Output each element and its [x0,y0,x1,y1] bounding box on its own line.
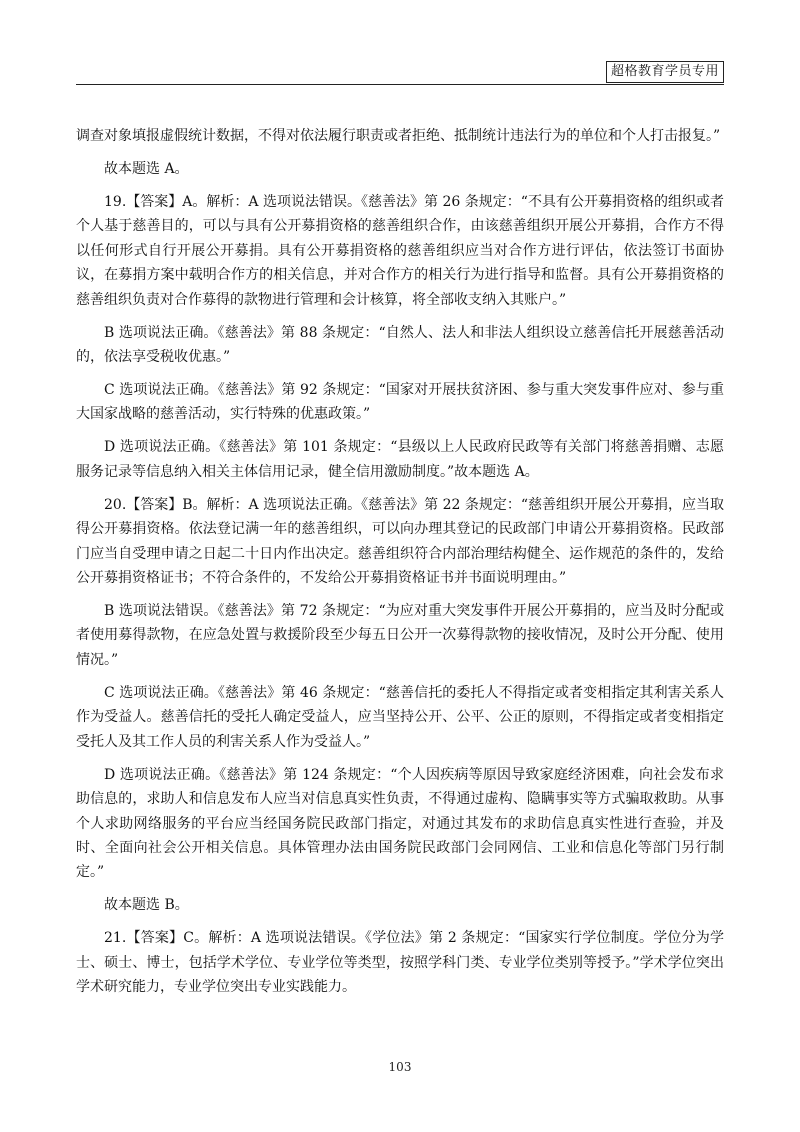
paragraph-19-option-c: C 选项说法正确。《慈善法》第 92 条规定：“国家对开展扶贫济困、参与重大突发事件应对、参与重大国家战略的慈善活动，实行特殊的优惠政策。” [76,382,724,423]
paragraph-conclusion-18: 故本题选 A。 [104,161,189,177]
header-badge: 超格教育学员专用 [606,61,724,83]
header-divider [76,84,724,85]
page-number: 103 [388,1060,412,1074]
paragraph-20-option-c: C 选项说法正确。《慈善法》第 46 条规定：“慈善信托的委托人不得指定或者变相指定其利害关系人作为受益人。慈善信托的受托人确定受益人，应当坚持公开、公平、公正的原则，不得指定或者变相指定受托人及其工作人员的利害关系人作为受益人。” [76,684,724,750]
paragraph-19-option-b: B 选项说法正确。《慈善法》第 88 条规定：“自然人、法人和非法人组织设立慈善信托开展慈善活动的，依法享受税收优惠。” [76,324,724,366]
paragraph-19-option-d: D 选项说法正确。《慈善法》第 101 条规定：“县级以上人民政府民政等有关部门将慈善捐赠、志愿服务记录等信息纳入相关主体信用记录，健全信用激励制度。”故本题选 A。 [76,439,724,480]
paragraph-answer-20: 20.【答案】B。解析：A 选项说法正确。《慈善法》第 22 条规定：“慈善组织开展公开募捐，应当取得公开募捐资格。依法登记满一年的慈善组织，可以向办理其登记的民政部门申请公开募捐资格。民政部门应当自受理申请之日起二十日内作出决定。慈善组织符合内部治理结构健全、运作规范的条件的，发给公开募捐资格证书；不符合条件的，不发给公开募捐资格证书并书面说明理由。” [76,496,724,587]
paragraph-continuation: 调查对象填报虚假统计数据，不得对依法履行职责或者拒绝、抵制统计违法行为的单位和个人打击报复。” [76,128,721,144]
paragraph-answer-19: 19.【答案】A。解析：A 选项说法错误。《慈善法》第 26 条规定：“不具有公开募捐资格的组织或者个人基于慈善目的，可以与具有公开募捐资格的慈善组织合作，由该慈善组织开展公开募捐，合作方不得以任何形式自行开展公开募捐。具有公开募捐资格的慈善组织应当对合作方进行评估，依法签订书面协议，在募捐方案中载明合作方的相关信息，并对合作方的相关行为进行指导和监督。具有公开募捐资格的慈善组织负责对合作募得的款物进行管理和会计核算，将全部收支纳入其账户。” [76,194,724,308]
paragraph-20-option-b: B 选项说法错误。《慈善法》第 72 条规定：“为应对重大突发事件开展公开募捐的，应当及时分配或者使用募得款物，在应急处置与救援阶段至少每五日公开一次募得款物的接收情况，及时公开分配、使用情况。” [76,603,724,668]
paragraph-conclusion-20: 故本题选 B。 [104,897,189,914]
paragraph-answer-21: 21.【答案】C。解析：A 选项说法错误。《学位法》第 2 条规定：“国家实行学位制度。学位分为学士、硕士、博士，包括学术学位、专业学位等类型，按照学科门类、专业学位类别等授予。”学术学位突出学术研究能力，专业学位突出专业实践能力。 [76,930,724,996]
document-body [76,124,724,1008]
paragraph-20-option-d: D 选项说法正确。《慈善法》第 124 条规定：“个人因疾病等原因导致家庭经济困难，向社会发布求助信息的，求助人和信息发布人应当对信息真实性负责，不得通过虚构、隐瞒事实等方式骗取救助。从事个人求助网络服务的平台应当经国务院民政部门指定，对通过其发布的求助信息真实性进行查验，并及时、全面向社会公开相关信息。具体管理办法由国务院民政部门会同网信、工业和信息化等部门另行制定。” [76,766,724,881]
